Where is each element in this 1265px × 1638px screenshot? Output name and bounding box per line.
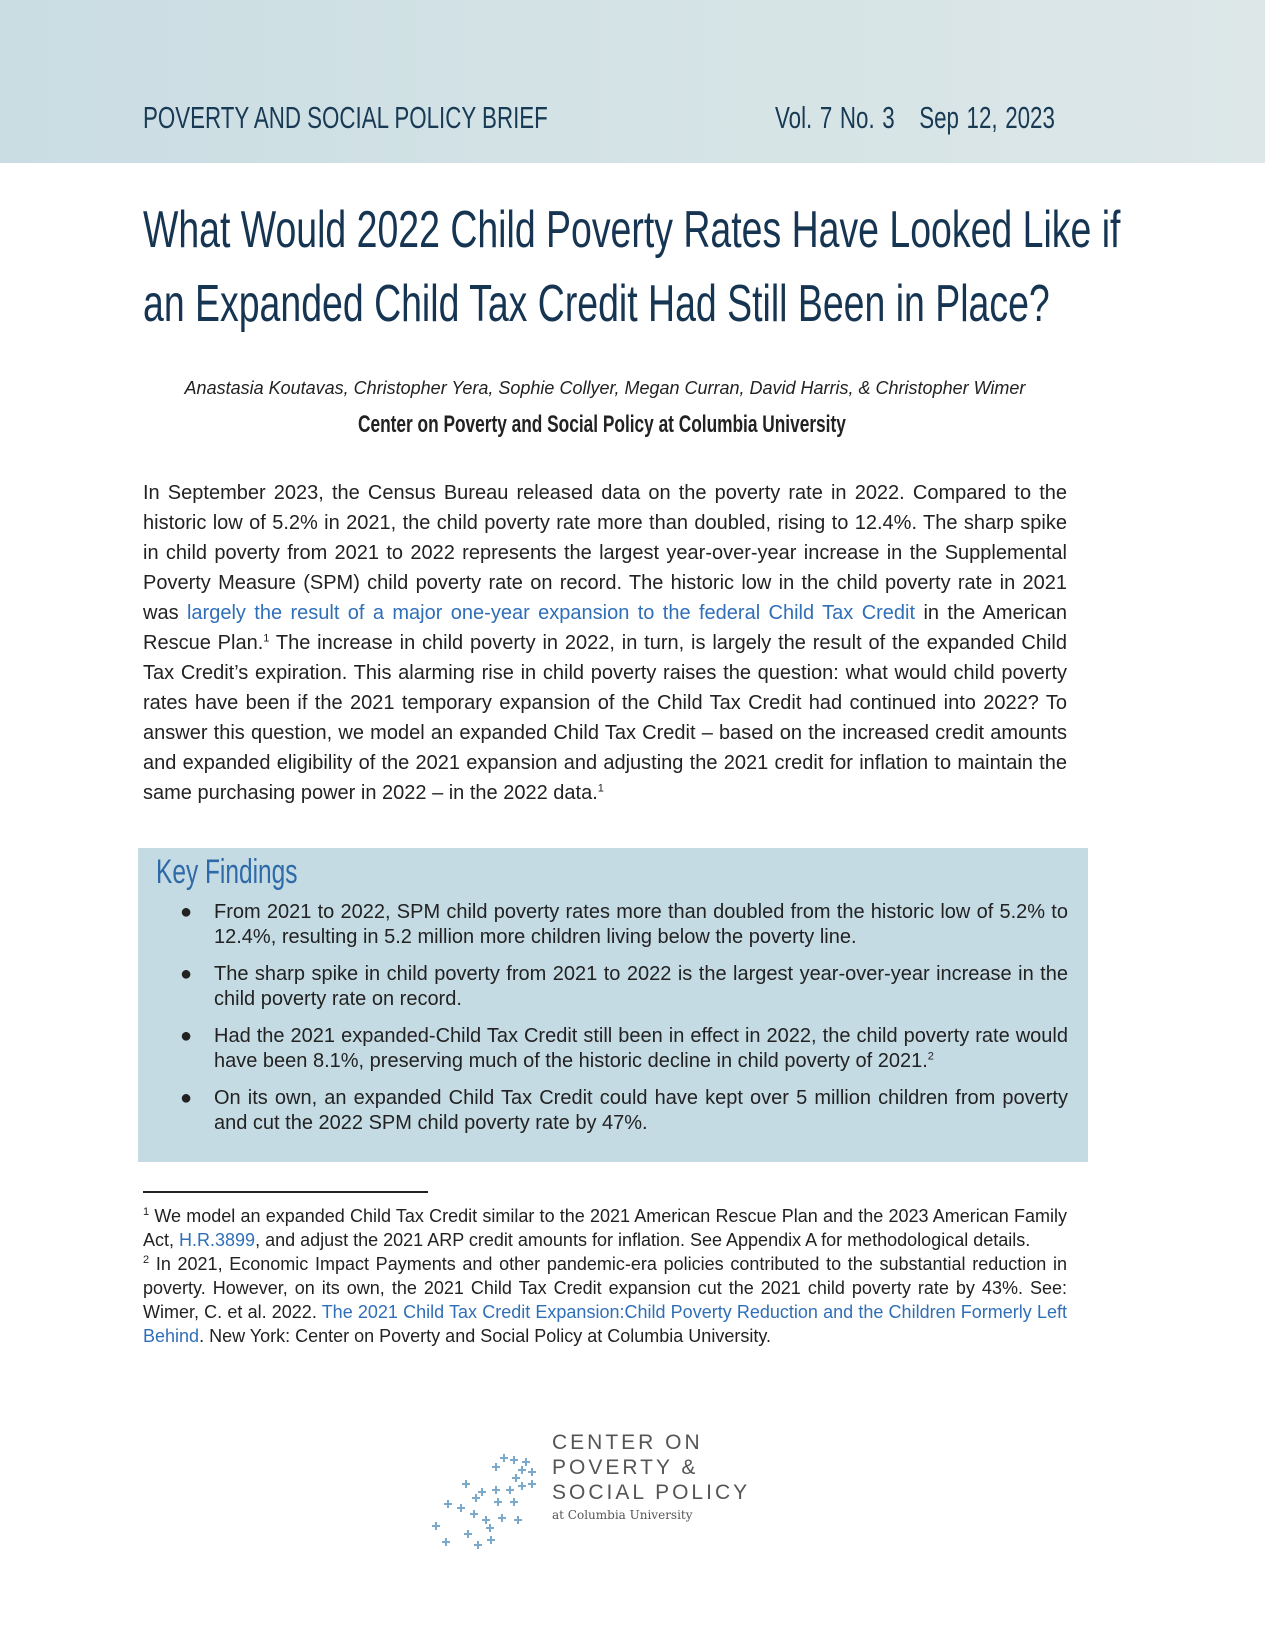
footnotes	[143, 1204, 1067, 1348]
key-findings-box	[138, 848, 1088, 1162]
authors: Anastasia Koutavas, Christopher Yera, Sophie Collyer, Megan Curran, David Harris, & Christopher Wimer	[184, 378, 1026, 398]
hr3899-link[interactable]: H.R.3899	[179, 1230, 256, 1250]
header-banner	[0, 0, 1265, 163]
date: Sep 12, 2023	[919, 100, 1055, 135]
page-title: What Would 2022 Child Poverty Rates Have Looked Like if an Expanded Child Tax Credit Had Still Been in Place?	[143, 201, 1121, 333]
issue-info	[775, 100, 1164, 136]
footnote-2: $^2$ In 2021, Economic Impact Payments and other pandemic-era policies contributed to the substantial reduction in poverty. However, on its own, the 2021 Child Tax Credit expansion cut the 2021 child poverty rate by 43%. See: Wimer, C. et al. 2022. The 2021 Child Tax Credit Expansion:Child Poverty Reduction and the Children Formerly Left Behind. New York: Center on Poverty and Social Policy at Columbia University.	[143, 1254, 1067, 1346]
cpsp-logo	[430, 1431, 770, 1561]
list-item: ● From 2021 to 2022, SPM child poverty rates more than doubled from the historic low of 5.2% to 12.4%, resulting in 5.2 million more children living below the poverty line.	[180, 901, 1068, 948]
list-item: ● On its own, an expanded Child Tax Credit could have kept over 5 million children from poverty and cut the 2022 SPM child poverty rate by 47%.	[180, 1087, 1068, 1134]
volume: Vol. 7 No. 3	[775, 100, 895, 135]
logo-wordmark: CENTER ON POVERTY & SOCIAL POLICY at Columbia University	[552, 1431, 751, 1522]
footnote-1: $^1$ We model an expanded Child Tax Credit similar to the 2021 American Rescue Plan and the 2023 American Family Act, H.R.3899, and adjust the 2021 ARP credit amounts for inflation. See Appendix A for methodological details.	[143, 1206, 1067, 1250]
footnote-divider	[143, 1191, 428, 1193]
institution: Center on Poverty and Social Policy at Columbia University	[358, 411, 846, 438]
list-item: ● The sharp spike in child poverty from 2021 to 2022 is the largest year-over-year increase in the child poverty rate on record.	[180, 963, 1068, 1010]
intro-paragraph: In September 2023, the Census Bureau released data on the poverty rate in 2022. Compared to the historic low of 5.2% in 2021, the child poverty rate more than doubled, rising to 12.4%. The sharp spike in child poverty from 2021 to 2022 represents the largest year-over-year increase in the Supplemental Poverty Measure (SPM) child poverty rate on record. The historic low in the child poverty rate in 2021 was largely the result of a major one-year expansion to the federal Child Tax Credit in the American Rescue Plan.$^1$ The increase in child poverty in 2022, in turn, is largely the result of the expanded Child Tax Credit’s expiration. This alarming rise in child poverty raises the question: what would child poverty rates have been if the 2021 temporary expansion of the Child Tax Credit had continued into 2022? To answer this question, we model an expanded Child Tax Credit – based on the increased credit amounts and expanded eligibility of the 2021 expansion and adjusting the 2021 credit for inflation to maintain the same purchasing power in 2022 – in the 2022 data.$^1$	[143, 482, 1067, 804]
wimer-report-link[interactable]: The 2021 Child Tax Credit Expansion:Child Poverty Reduction and the Children Formerly Left Behind	[143, 1302, 1067, 1346]
brief-series: POVERTY AND SOCIAL POLICY BRIEF	[143, 100, 548, 135]
main-content	[0, 478, 1265, 1561]
plus-cluster-icon	[430, 1436, 542, 1556]
key-findings-title: Key Findings	[156, 853, 298, 891]
footnote-ref[interactable]: 2	[927, 1050, 934, 1063]
footnote-ref[interactable]: 1	[597, 782, 604, 795]
list-item: ● Had the 2021 expanded-Child Tax Credit still been in effect in 2022, the child poverty rate would have been 8.1%, preserving much of the historic decline in child poverty of 2021.$^2$	[180, 1025, 1068, 1072]
ctc-link[interactable]: largely the result of a major one-year expansion to the federal Child Tax Credit	[186, 602, 916, 624]
footnote-ref[interactable]: 1	[263, 632, 270, 645]
